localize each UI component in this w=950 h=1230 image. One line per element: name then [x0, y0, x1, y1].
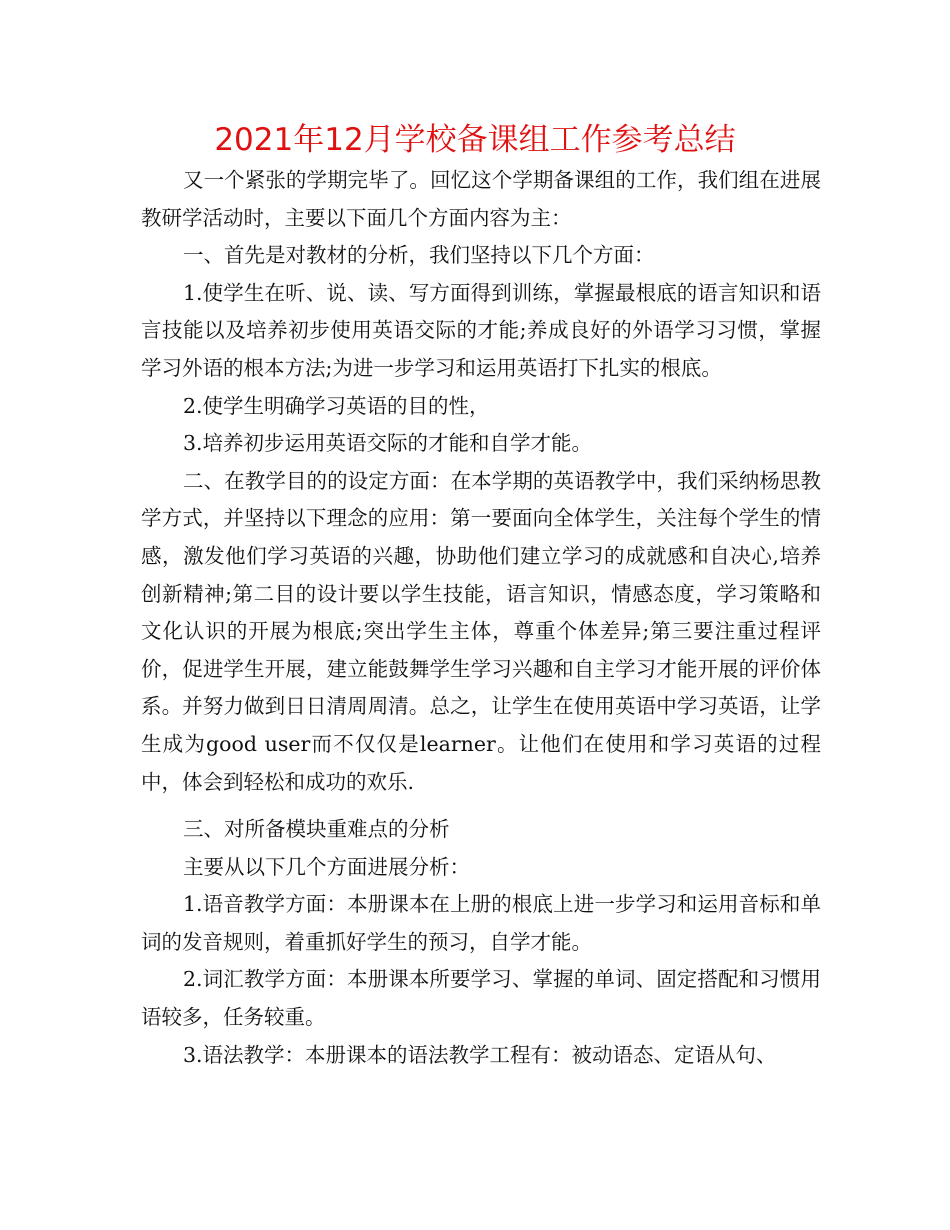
paragraph-analysis-intro: 主要从以下几个方面进展分析： [183, 854, 470, 879]
document-body [141, 162, 821, 1074]
paragraph-section-3-heading: 三、对所备模块重难点的分析 [183, 817, 450, 842]
paragraph-intro: 又一个紧张的学期完毕了。回忆这个学期备课组的工作，我们组在进展教研学活动时，主要以下面几个方面内容为主： [141, 168, 821, 230]
paragraph-item-2: 2.使学生明确学习英语的目的性， [183, 393, 490, 418]
paragraph-phonetics: 1.语音教学方面：本册课本在上册的根底上进一步学习和运用音标和单词的发音规则，着重抓好学生的预习，自学才能。 [141, 892, 821, 954]
paragraph-grammar: 3.语法教学：本册课本的语法教学工程有：被动语态、定语从句、 [183, 1042, 777, 1067]
paragraph-section-1-heading: 一、首先是对教材的分析，我们坚持以下几个方面： [183, 243, 655, 268]
paragraph-section-2: 二、在教学目的的设定方面：在本学期的英语教学中，我们采纳杨思教学方式，并坚持以下理念的应用：第一要面向全体学生，关注每个学生的情感，激发他们学习英语的兴趣，协助他们建立学习的成就感和自决心,培养创新精神;第二目的设计要以学生技能，语言知识，情感态度，学习策略和文化认识的开展为根底;突出学生主体，尊重个体差异;第三要注重过程评价，促进学生开展，建立能鼓舞学生学习兴趣和自主学习才能开展的评价体系。并努力做到日日清周周清。总之，让学生在使用英语中学习英语，让学生成为good user而不仅仅是learner。让他们在使用和学习英语的过程中，体会到轻松和成功的欢乐. [141, 468, 821, 794]
paragraph-item-3: 3.培养初步运用英语交际的才能和自学才能。 [183, 431, 593, 456]
paragraph-vocabulary: 2.词汇教学方面：本册课本所要学习、掌握的单词、固定搭配和习惯用语较多，任务较重。 [141, 967, 821, 1030]
paragraph-item-1: 1.使学生在听、说、读、写方面得到训练，掌握最根底的语言知识和语言技能以及培养初步使用英语交际的才能;养成良好的外语学习习惯，掌握学习外语的根本方法;为进一步学习和运用英语打下扎实的根底。 [141, 280, 821, 380]
document-title: 2021年12月学校备课组工作参考总结 [214, 122, 736, 158]
